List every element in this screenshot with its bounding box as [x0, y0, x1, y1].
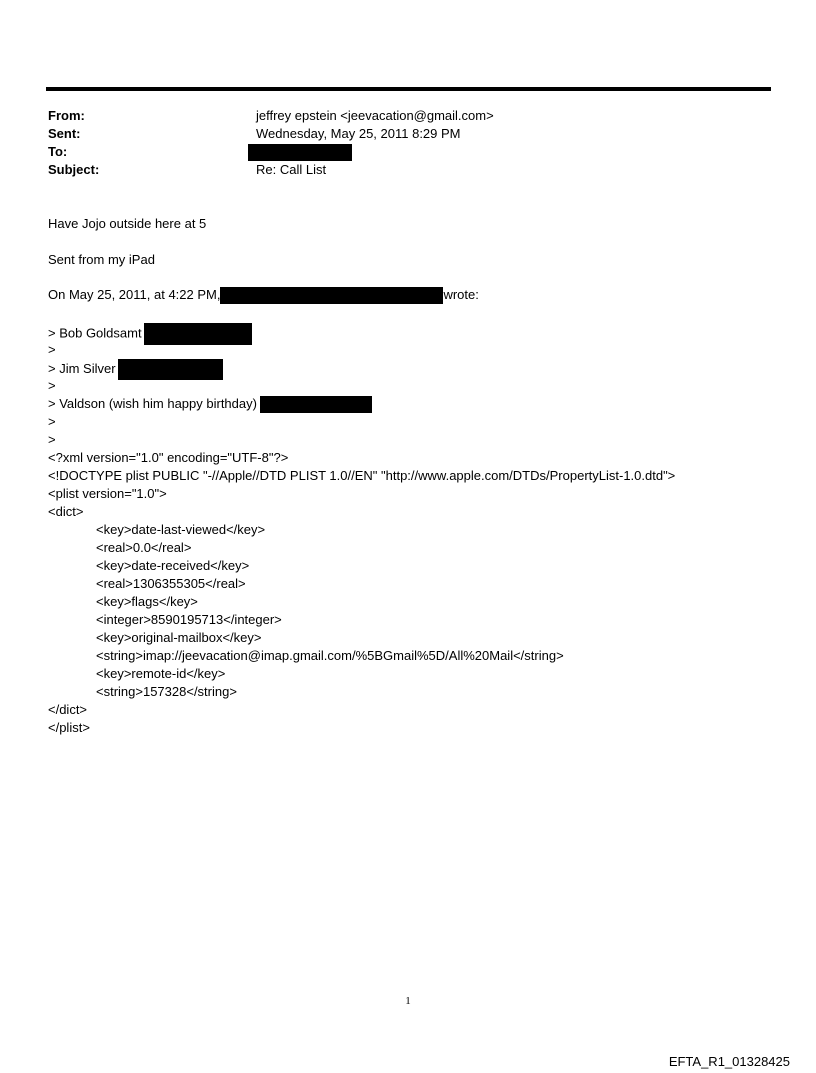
page-number: 1 — [405, 995, 411, 1007]
xml-item: <real>0.0</real> — [96, 540, 192, 555]
to-value-redaction — [256, 143, 352, 161]
xml-item: <key>remote-id</key> — [96, 666, 226, 681]
xml-dict-open: <dict> — [48, 504, 84, 519]
quote-intro-post: wrote: — [443, 287, 479, 302]
signature-line: Sent from my iPad — [48, 252, 155, 267]
from-label: From: — [48, 108, 85, 123]
xml-doctype: <!DOCTYPE plist PUBLIC "-//Apple//DTD PLIST 1.0//EN" "http://www.apple.com/DTDs/PropertyList-1.0.dtd"> — [48, 468, 676, 483]
redaction-box — [248, 144, 352, 161]
redaction-box — [260, 396, 372, 413]
xml-item: <string>157328</string> — [96, 684, 237, 699]
quote-line: > — [48, 414, 56, 429]
xml-dict-close: </dict> — [48, 702, 88, 717]
subject-label: Subject: — [48, 162, 100, 177]
to-label: To: — [48, 144, 68, 159]
xml-plist-close: </plist> — [48, 720, 90, 735]
redaction-box — [118, 359, 223, 380]
quote-text: > Bob Goldsamt — [48, 325, 142, 341]
quote-intro-pre: On May 25, 2011, at 4:22 PM, — [48, 287, 221, 302]
xml-item: <key>date-last-viewed</key> — [96, 522, 266, 537]
xml-declaration: <?xml version="1.0" encoding="UTF-8"?> — [48, 450, 289, 465]
xml-item: <key>date-received</key> — [96, 558, 250, 573]
redaction-box — [220, 287, 443, 304]
subject-value: Re: Call List — [256, 162, 327, 177]
quote-text: > Valdson (wish him happy birthday) — [48, 396, 257, 411]
xml-item: <key>original-mailbox</key> — [96, 630, 262, 645]
redaction-box — [144, 323, 252, 345]
xml-item: <string>imap://jeevacation@imap.gmail.com/%5BGmail%5D/All%20Mail</string> — [96, 648, 564, 663]
document-id: EFTA_R1_01328425 — [668, 1054, 790, 1069]
quote-line — [48, 395, 372, 413]
xml-item: <key>flags</key> — [96, 594, 198, 609]
xml-item: <integer>8590195713</integer> — [96, 612, 282, 627]
quote-text: > Jim Silver — [48, 360, 116, 376]
quote-line — [48, 323, 252, 345]
from-value: jeffrey epstein <jeevacation@gmail.com> — [256, 108, 494, 123]
header-rule — [46, 87, 771, 91]
sent-value: Wednesday, May 25, 2011 8:29 PM — [256, 126, 461, 141]
quote-line: > — [48, 342, 56, 357]
sent-label: Sent: — [48, 126, 81, 141]
xml-plist-open: <plist version="1.0"> — [48, 486, 167, 501]
quote-line: > — [48, 432, 56, 447]
body-line: Have Jojo outside here at 5 — [48, 216, 207, 231]
quote-line — [48, 359, 223, 380]
xml-item: <real>1306355305</real> — [96, 576, 246, 591]
quote-line: > — [48, 378, 56, 393]
quote-intro — [48, 286, 479, 304]
